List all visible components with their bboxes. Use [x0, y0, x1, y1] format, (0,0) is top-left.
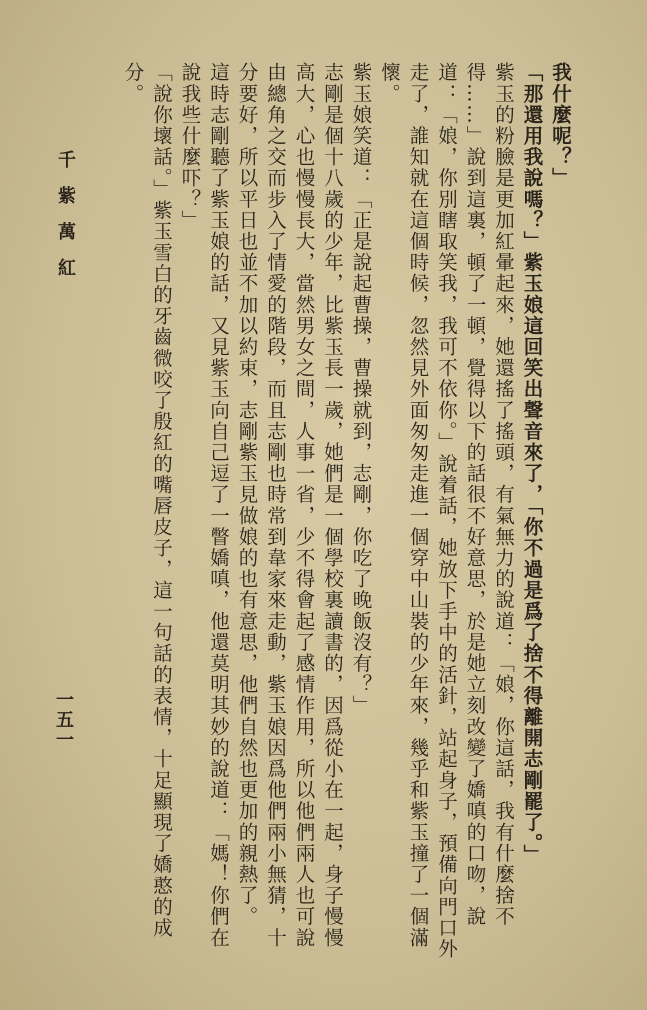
paragraph-2: 「那還用我說嗎？」紫玉娘這回笑出聲音來了，「你不過是爲了捨不得離開志剛罷了。」 — [520, 62, 544, 866]
paragraph-1: 我什麼呢？」 — [549, 62, 572, 189]
paragraph-6: 這時志剛聽了紫玉娘的話，又見紫玉向自己逗了一瞥嬌嗔，他還莫明其妙的說道：「媽！你們在說我些什麼吓？」 — [178, 62, 230, 949]
paragraph-4: 紫玉娘笑道：「正是說起曹操，曹操就到，志剛，你吃了晚飯沒有？」 — [349, 62, 373, 717]
paragraph-5: 志剛是個十八歲的少年，比紫玉長一歲，她們是一個學校裏讀書的，因爲從小在一起，身子慢慢高大，心也慢慢長大，當然男女之間，人事一省，少不得會起了感情作用，所以他們兩人也可說由總角之交而步入了情愛的階段，而且志剛也時常到韋家來走動，紫玉娘因爲他們兩小無猜，十分要好，所以平日也並不加以約束，志剛紫玉見做娘的也有意思，他們自然也更加的親熱了。 — [235, 62, 344, 949]
body-text — [84, 62, 574, 962]
page-number: 一五一 — [53, 690, 74, 750]
running-head: 千紫萬紅 — [55, 150, 76, 294]
paragraph-3: 紫玉的粉臉是更加紅暈起來，她還搖了搖頭，有氣無力的說道：「娘，你這話，我有什麼捨不得……」說到這裏，頓了一頓，覺得以下的話很不好意思，於是她立刻改變了嬌嗔的口吻，說道：「娘，你別瞎取笑我，我可不依你。」說着話，她放下手中的活針，站起身子，預備向門口外走了，誰知就在這個時候，忽然見外面匆匆走進一個穿中山裝的少年來，幾乎和紫玉撞了一個滿懷。 — [378, 62, 515, 960]
paragraph-7: 「說你壞話。」紫玉雪白的牙齒微咬了殷紅的嘴唇皮子，這一句話的表情，十足顯現了嬌憨的成分。 — [121, 62, 173, 939]
